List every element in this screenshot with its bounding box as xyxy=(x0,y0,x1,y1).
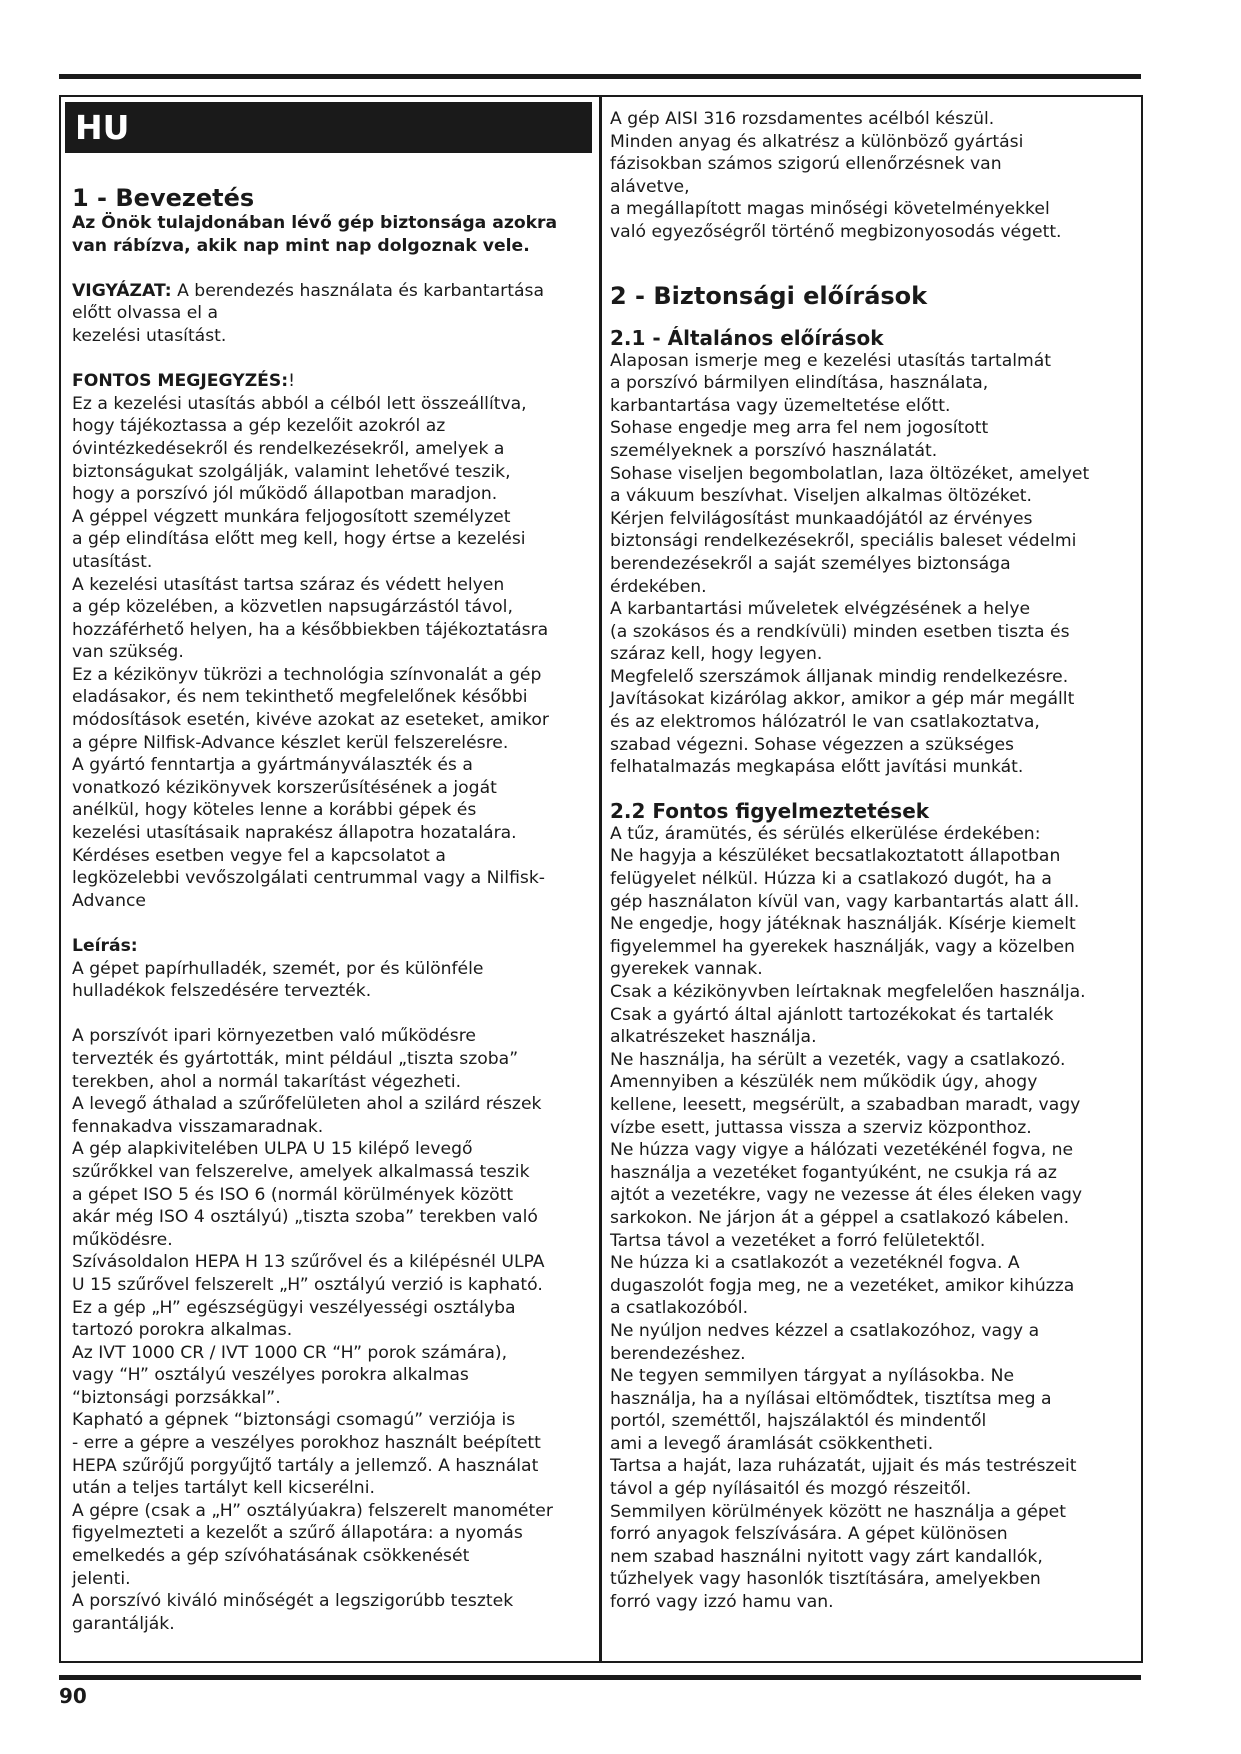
text-line: - erre a gépre a veszélyes porokhoz használt beépített xyxy=(72,1433,541,1454)
text-line: a gépet ISO 5 és ISO 6 (normál körülmények között xyxy=(72,1184,514,1205)
note-label: FONTOS MEGJEGYZÉS: xyxy=(72,371,289,392)
text-line: Tartsa a haját, laza ruházatát, ujjait és más testrészeit xyxy=(610,1456,1077,1477)
text-line: után a teljes tartályt kell kicserélni. xyxy=(72,1478,375,1499)
column-divider xyxy=(599,95,602,1663)
text-line: hulladékok felszedésére tervezték. xyxy=(72,981,372,1002)
text-line: A gépre (csak a „H” osztályúakra) felszerelt manométer xyxy=(72,1500,553,1521)
text-line: a gép közelében, a közvetlen napsugárzástól távol, xyxy=(72,597,513,618)
section-2-2-title: 2.2 Fontos figyelmeztetések xyxy=(610,798,930,823)
text-line: Ez a kezelési utasítás abból a célból lett összeállítva, xyxy=(72,393,527,414)
text-line: a porszívó bármilyen elindítása, használata, xyxy=(610,373,989,394)
text-line: vagy “H” osztályú veszélyes porokra alkalmas xyxy=(72,1365,469,1386)
section-2-1-title: 2.1 - Általános előírások xyxy=(610,325,884,350)
text-line: HEPA szűrőjű porgyűjtő tartály a jellemző. A használat xyxy=(72,1455,539,1476)
text-line: jelenti. xyxy=(72,1568,131,1589)
text-line: nem szabad használni nyitott vagy zárt kandallók, xyxy=(610,1546,1043,1567)
text-line: Ne húzza vagy vigye a hálózati vezetékénél fogva, ne xyxy=(610,1140,1074,1161)
text-line: vízbe esett, juttassa vissza a szerviz központhoz. xyxy=(610,1117,1032,1138)
text-line: Alaposan ismerje meg e kezelési utasítás tartalmát xyxy=(610,350,1052,371)
text-line: a vákuum beszívhat. Viseljen alkalmas öltözéket. xyxy=(610,486,1032,507)
bottom-rule xyxy=(59,1675,1141,1680)
text-line: kezelési utasításaik naprakész állapotra hozatalára. xyxy=(72,823,517,844)
text-line: A tűz, áramütés, és sérülés elkerülése érdekében: xyxy=(610,823,1041,844)
text-line: Csak a gyártó által ajánlott tartozékokat és tartalék xyxy=(610,1004,1054,1025)
text-line: figyelmezteti a kezelőt a szűrő állapotára: a nyomás xyxy=(72,1523,523,1544)
text-line: Tartsa távol a vezetéket a forró felületektől. xyxy=(610,1230,986,1251)
text-line: a megállapított magas minőségi követelményekkel xyxy=(610,199,1050,220)
section-1-title: 1 - Bevezetés xyxy=(72,184,255,212)
note-heading xyxy=(72,370,596,393)
text-line: figyelemmel ha gyerekek használják, vagy a közelben xyxy=(610,936,1075,957)
warnings-body xyxy=(610,823,1138,1614)
text-line: tartozó porokra alkalmas. xyxy=(72,1320,293,1341)
text-line: forró anyagok felszívására. A gépet különösen xyxy=(610,1524,1008,1545)
note-body xyxy=(72,393,596,913)
text-line: kellene, leesett, megsérült, a szabadban maradt, vagy xyxy=(610,1094,1081,1115)
general-rules-body xyxy=(610,350,1138,779)
section-2-title: 2 - Biztonsági előírások xyxy=(610,281,928,310)
text-line: tűzhelyek vagy hasonlók tisztítására, amelyekben xyxy=(610,1569,1041,1590)
text-line: személyeknek a porszívó használatát. xyxy=(610,440,938,461)
text-line: Amennyiben a készülék nem működik úgy, ahogy xyxy=(610,1072,1038,1093)
text-line: és az elektromos hálózatról le van csatlakoztatva, xyxy=(610,712,1040,733)
text-line: A gyártó fenntartja a gyártmányválaszték és a xyxy=(72,755,473,776)
text-line: alkatrészeket használja. xyxy=(610,1027,817,1048)
text-line: Advance xyxy=(72,890,146,911)
text-line: használja a vezetéket fogantyúként, ne csukja rá az xyxy=(610,1162,1057,1183)
text-line: ajtót a vezetékre, vagy ne vezesse át éles éleken vagy xyxy=(610,1185,1083,1206)
text-line: vonatkozó kézikönyvek korszerűsítésének a jogát xyxy=(72,777,497,798)
text-line: “biztonsági porzsákkal”. xyxy=(72,1387,281,1408)
warning-label: VIGYÁZAT: xyxy=(72,280,172,301)
text-line: hogy a porszívó jól működő állapotban maradjon. xyxy=(72,484,498,505)
text-line: alávetve, xyxy=(610,176,690,197)
text-line: A géppel végzett munkára feljogosított személyzet xyxy=(72,506,511,527)
text-line: kezelési utasítást. xyxy=(72,325,227,346)
text-line: Megfelelő szerszámok álljanak mindig rendelkezésre. xyxy=(610,666,1069,687)
text-line: Ez a kézikönyv tükrözi a technológia színvonalát a gép xyxy=(72,664,542,685)
text-line: anélkül, hogy köteles lenne a korábbi gépek és xyxy=(72,800,477,821)
text-line: fennakadva visszamaradnak. xyxy=(72,1116,324,1137)
text-line: portól, szeméttől, hajszálaktól és mindentől xyxy=(610,1411,987,1432)
text-line: A porszívó kiváló minőségét a legszigorúbb tesztek xyxy=(72,1591,514,1612)
text-line: Szívásoldalon HEPA H 13 szűrővel és a kilépésnél ULPA xyxy=(72,1252,545,1273)
text-line: Sohase viseljen begombolatlan, laza öltözéket, amelyet xyxy=(610,463,1090,484)
text-line: száraz kell, hogy legyen. xyxy=(610,644,823,665)
text-line: A kezelési utasítást tartsa száraz és védett helyen xyxy=(72,574,505,595)
text-line: Kérdéses esetben vegye fel a kapcsolatot a xyxy=(72,845,446,866)
description-body xyxy=(72,958,596,1003)
text-line: U 15 szűrővel felszerelt „H” osztályú verzió is kapható. xyxy=(72,1274,543,1295)
text-line: berendezésekről a saját személyes biztonsága xyxy=(610,553,1011,574)
material-intro xyxy=(610,108,1138,244)
intro-line: Az Önök tulajdonában lévő gép biztonsága azokra xyxy=(72,213,558,233)
warning-body xyxy=(72,302,596,347)
text-line: (a szokásos és a rendkívüli) minden esetben tiszta és xyxy=(610,621,1070,642)
text-line: sarkokon. Ne járjon át a géppel a csatlakozó kábelen. xyxy=(610,1207,1070,1228)
text-line: eladásakor, és nem tekinthető megfelelőnek későbbi xyxy=(72,687,528,708)
text-line: gép használaton kívül van, vagy karbantartás alatt áll. xyxy=(610,891,1080,912)
text-line: működésre. xyxy=(72,1229,173,1250)
text-line: terekben, ahol a normál takarítást végezheti. xyxy=(72,1071,462,1092)
description-body-2 xyxy=(72,1025,596,1635)
text-line: biztonsági rendelkezésekről, speciális baleset védelmi xyxy=(610,531,1077,552)
text-line: emelkedés a gép szívóhatásának csökkenését xyxy=(72,1546,470,1567)
text-line: ami a levegő áramlását csökkentheti. xyxy=(610,1433,934,1454)
text-line: felügyelet nélkül. Húzza ki a csatlakozó dugót, ha a xyxy=(610,869,1052,890)
text-line: Ne húzza ki a csatlakozót a vezetéknél fogva. A xyxy=(610,1253,1020,1274)
text-line: Az IVT 1000 CR / IVT 1000 CR “H” porok számára), xyxy=(72,1342,508,1363)
warning-text: A berendezés használata és karbantartása xyxy=(171,280,544,301)
text-line: garantálják. xyxy=(72,1613,175,1634)
text-line: forró vagy izzó hamu van. xyxy=(610,1592,834,1613)
note-mark: ! xyxy=(288,371,296,392)
text-line: Ne hagyja a készüléket becsatlakoztatott állapotban xyxy=(610,846,1061,867)
description-label: Leírás: xyxy=(72,936,138,956)
text-line: fázisokban számos szigorú ellenőrzésnek van xyxy=(610,154,1002,175)
text-line: Ez a gép „H” egészségügyi veszélyességi osztályba xyxy=(72,1297,516,1318)
page-number: 90 xyxy=(59,1684,87,1708)
text-line: tervezték és gyártották, mint például „tiszta szoba” xyxy=(72,1048,519,1069)
text-line: távol a gép nyílásaitól és mozgó részeitől. xyxy=(610,1479,972,1500)
text-line: Minden anyag és alkatrész a különböző gyártási xyxy=(610,131,1024,152)
text-line: Ne nyúljon nedves kézzel a csatlakozóhoz, vagy a xyxy=(610,1320,1040,1341)
text-line: gyerekek vannak. xyxy=(610,959,763,980)
text-line: Csak a kézikönyvben leírtaknak megfelelően használja. xyxy=(610,982,1086,1002)
text-line: óvintézkedésekről és rendelkezésekről, amelyek a xyxy=(72,438,505,459)
text-line: a gépre Nilfisk-Advance készlet kerül felszerelésre. xyxy=(72,732,509,753)
text-line: előtt olvassa el a xyxy=(72,303,219,324)
text-line: hozzáférhető helyen, ha a későbbiekben tájékoztatásra xyxy=(72,619,549,640)
left-column xyxy=(72,184,596,1635)
text-line: módosítások esetén, kivéve azokat az eseteket, amikor xyxy=(72,710,549,731)
text-line: utasítást. xyxy=(72,551,153,572)
text-line: szabad végezni. Sohase végezzen a szükséges xyxy=(610,734,1015,755)
top-rule xyxy=(59,74,1141,79)
text-line: Kérjen felvilágosítást munkaadójától az érvényes xyxy=(610,508,1033,529)
text-line: Ne engedje, hogy játéknak használják. Kísérje kiemelt xyxy=(610,914,1076,935)
text-line: A karbantartási műveletek elvégzésének a helye xyxy=(610,599,1031,620)
text-line: A gép AISI 316 rozsdamentes acélból készül. xyxy=(610,109,995,129)
text-line: Kapható a gépnek “biztonsági csomagú” verziója is xyxy=(72,1410,516,1431)
language-tab-label: HU xyxy=(75,108,130,147)
text-line: A gépet papírhulladék, szemét, por és különféle xyxy=(72,958,484,979)
text-line: felhatalmazás megkapása előtt javítási munkát. xyxy=(610,757,1024,778)
text-line: hogy tájékoztassa a gép kezelőit azokról az xyxy=(72,416,446,437)
text-line: a gép elindítása előtt meg kell, hogy értse a kezelési xyxy=(72,529,526,550)
text-line: a csatlakozóból. xyxy=(610,1298,749,1319)
text-line: Sohase engedje meg arra fel nem jogosított xyxy=(610,418,989,439)
text-line: van szükség. xyxy=(72,642,184,663)
text-line: A gép alapkivitelében ULPA U 15 kilépő levegő xyxy=(72,1139,473,1160)
text-line: érdekében. xyxy=(610,576,707,597)
warning-line xyxy=(72,280,596,303)
text-line: A levegő áthalad a szűrőfelületen ahol a szilárd részek xyxy=(72,1094,542,1115)
text-line: biztonságukat szolgálják, valamint lehetővé teszik, xyxy=(72,461,511,482)
text-line: legközelebbi vevőszolgálati centrummal vagy a Nilfisk- xyxy=(72,868,546,889)
right-column xyxy=(610,108,1138,1614)
language-tab xyxy=(65,102,592,153)
text-line: való egyezőségről történő megbizonyosodás végett. xyxy=(610,221,1062,242)
text-line: akár még ISO 4 osztályú) „tiszta szoba” terekben való xyxy=(72,1207,538,1228)
intro-line: van rábízva, akik nap mint nap dolgoznak vele. xyxy=(72,235,530,256)
text-line: A porszívót ipari környezetben való működésre xyxy=(72,1026,476,1047)
text-line: szűrőkkel van felszerelve, amelyek alkalmassá teszik xyxy=(72,1161,530,1182)
text-line: használja, ha a nyílásai eltömődtek, tisztítsa meg a xyxy=(610,1388,1052,1409)
text-line: karbantartása vagy üzemeltetése előtt. xyxy=(610,395,951,416)
text-line: berendezéshez. xyxy=(610,1343,746,1364)
text-line: Ne használja, ha sérült a vezeték, vagy a csatlakozó. xyxy=(610,1049,1066,1070)
text-line: dugaszolót fogja meg, ne a vezetéket, amikor kihúzza xyxy=(610,1275,1075,1296)
text-line: Semmilyen körülmények között ne használja a gépet xyxy=(610,1501,1066,1522)
text-line: Ne tegyen semmilyen tárgyat a nyílásokba. Ne xyxy=(610,1366,1015,1387)
text-line: Javításokat kizárólag akkor, amikor a gép már megállt xyxy=(610,689,1075,710)
